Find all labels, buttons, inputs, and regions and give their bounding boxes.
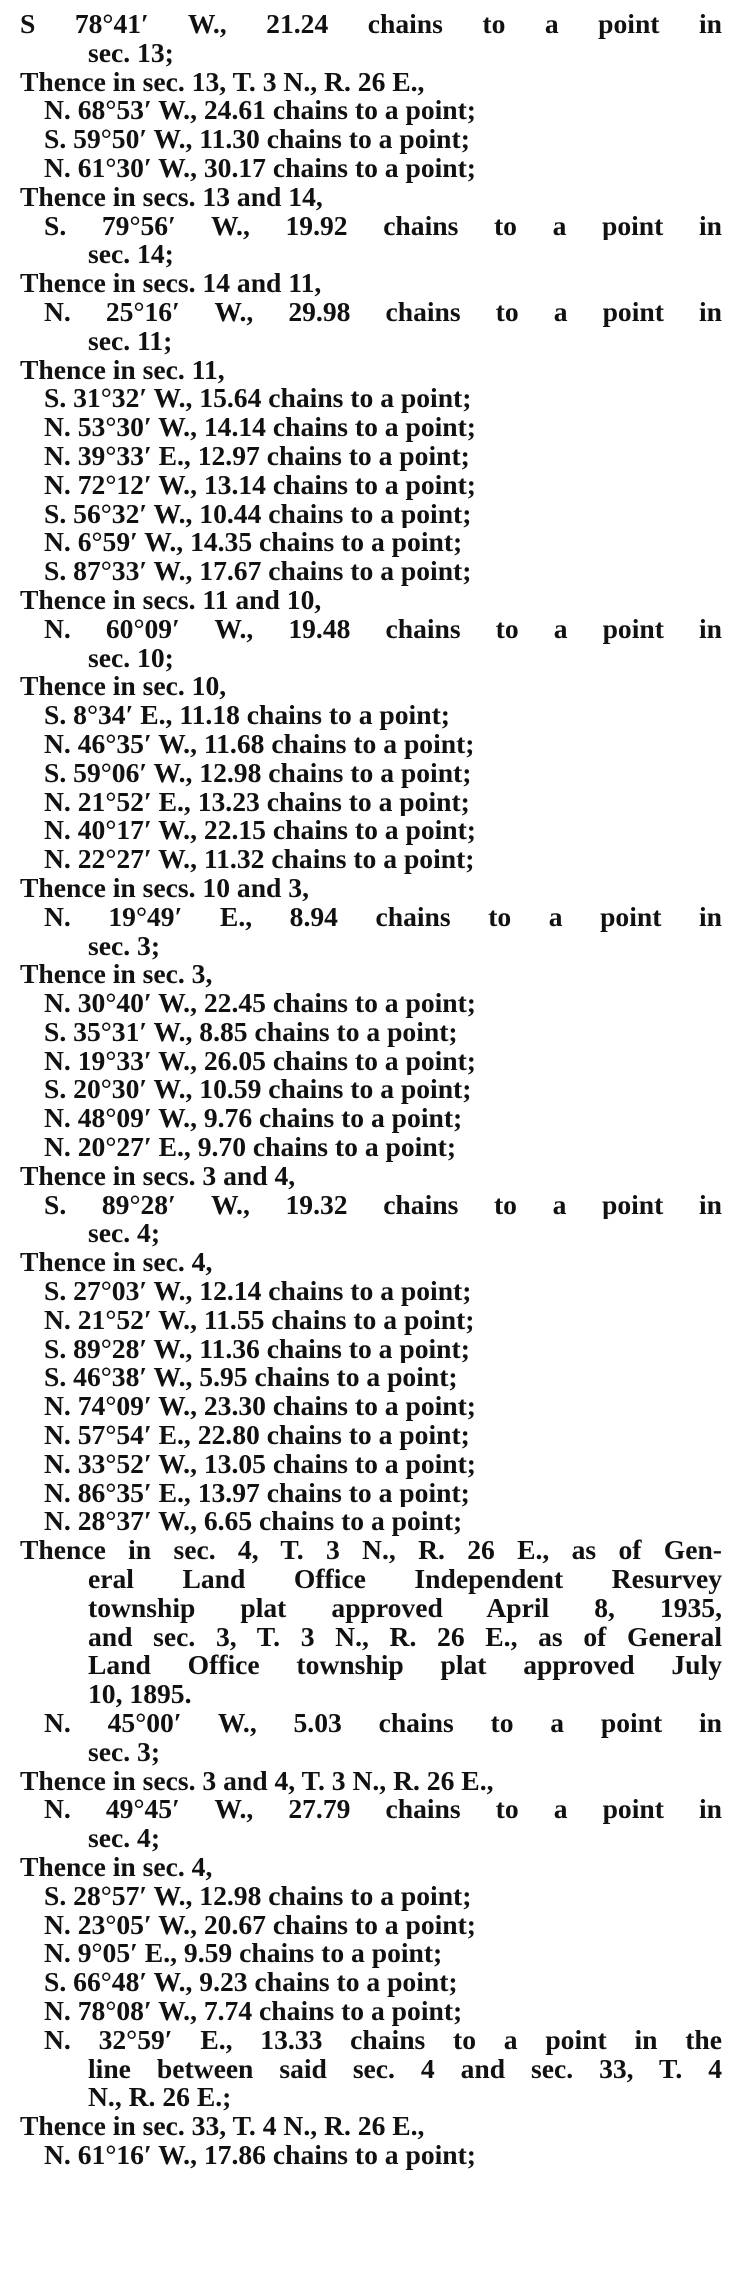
course-line: N. 60°09′ W., 19.48 chains to a point in — [44, 614, 722, 644]
course-line: N. 25°16′ W., 29.98 chains to a point in — [44, 297, 722, 327]
course-line: N. 72°12′ W., 13.14 chains to a point; — [44, 470, 477, 500]
course-line: N. 53°30′ W., 14.14 chains to a point; — [44, 413, 477, 442]
course-line: S. 56°32′ W., 10.44 chains to a point; — [44, 499, 472, 529]
course-line: N. 20°27′ E., 9.70 chains to a point; — [44, 1133, 457, 1162]
course-line: N. 68°53′ W., 24.61 chains to a point; — [44, 96, 477, 126]
continuation-line: sec. 3; — [88, 1737, 161, 1767]
course-line: N. 6°59′ W., 14.35 chains to a point; — [44, 528, 463, 558]
course-line: N. 48°09′ W., 9.76 chains to a point; — [44, 1104, 463, 1134]
continuation-line: sec. 3; — [88, 931, 161, 961]
paragraph-lead-line: Thence in secs. 13 and 14, — [20, 182, 323, 212]
course-line: S. 59°06′ W., 12.98 chains to a point; — [44, 758, 472, 788]
course-line: N. 86°35′ E., 13.97 chains to a point; — [44, 1478, 470, 1508]
course-line: N. 45°00′ W., 5.03 chains to a point in — [44, 1709, 722, 1738]
course-line: S. 59°50′ W., 11.30 chains to a point; — [44, 125, 470, 154]
continuation-line: sec. 4; — [88, 1824, 161, 1853]
course-line: N. 23°05′ W., 20.67 chains to a point; — [44, 1910, 477, 1940]
paragraph-lead-line: Thence in secs. 3 and 4, — [20, 1161, 296, 1191]
course-line: N. 57°54′ E., 22.80 chains to a point; — [44, 1421, 470, 1450]
paragraph-lead-line: Thence in secs. 10 and 3, — [20, 873, 309, 903]
course-line: N. 19°33′ W., 26.05 chains to a point; — [44, 1046, 477, 1076]
continuation-line: Land Office township plat approved July — [88, 1651, 722, 1681]
continuation-line: 10, 1895. — [88, 1680, 192, 1710]
paragraph-lead-line: Thence in sec. 4, — [20, 1248, 213, 1278]
paragraph-lead-line: Thence in sec. 33, T. 4 N., R. 26 E., — [20, 2112, 425, 2141]
continuation-line: sec. 4; — [88, 1219, 161, 1249]
course-line: N. 33°52′ W., 13.05 chains to a point; — [44, 1449, 477, 1479]
course-line: N. 30°40′ W., 22.45 chains to a point; — [44, 989, 477, 1018]
course-line: N. 78°08′ W., 7.74 chains to a point; — [44, 1996, 463, 2026]
paragraph-lead-line: Thence in sec. 13, T. 3 N., R. 26 E., — [20, 67, 425, 97]
course-line: S. 89°28′ W., 19.32 chains to a point in — [44, 1190, 722, 1220]
course-line: N. 19°49′ E., 8.94 chains to a point in — [44, 902, 722, 932]
course-line: S. 87°33′ W., 17.67 chains to a point; — [44, 557, 472, 586]
course-line: S. 31°32′ W., 15.64 chains to a point; — [44, 384, 472, 414]
course-line: S. 89°28′ W., 11.36 chains to a point; — [44, 1334, 470, 1364]
continuation-line: line between said sec. 4 and sec. 33, T. 4 — [88, 2054, 722, 2084]
course-line: N. 46°35′ W., 11.68 chains to a point; — [44, 729, 475, 759]
course-line: N. 21°52′ W., 11.55 chains to a point; — [44, 1305, 475, 1335]
course-line: N. 61°30′ W., 30.17 chains to a point; — [44, 153, 477, 183]
course-line: S. 46°38′ W., 5.95 chains to a point; — [44, 1363, 458, 1393]
course-line: S. 28°57′ W., 12.98 chains to a point; — [44, 1881, 472, 1911]
course-line: N. 74°09′ W., 23.30 chains to a point; — [44, 1392, 477, 1422]
survey-description-text — [20, 10, 722, 2170]
course-line: N. 28°37′ W., 6.65 chains to a point; — [44, 1507, 463, 1537]
course-line: N. 39°33′ E., 12.97 chains to a point; — [44, 441, 470, 471]
paragraph-lead-line: S 78°41′ W., 21.24 chains to a point in — [20, 10, 722, 39]
continuation-line: N., R. 26 E.; — [88, 2083, 232, 2113]
course-line: S. 79°56′ W., 19.92 chains to a point in — [44, 211, 722, 241]
paragraph-lead-line: Thence in sec. 11, — [20, 355, 225, 385]
paragraph-lead-line: Thence in sec. 4, T. 3 N., R. 26 E., as of Gen- — [20, 1536, 722, 1566]
course-line: N. 21°52′ E., 13.23 chains to a point; — [44, 787, 470, 817]
course-line: N. 49°45′ W., 27.79 chains to a point in — [44, 1795, 722, 1825]
course-line: N. 61°16′ W., 17.86 chains to a point; — [44, 2140, 477, 2170]
course-line: N. 9°05′ E., 9.59 chains to a point; — [44, 1939, 443, 1969]
paragraph-lead-line: Thence in secs. 3 and 4, T. 3 N., R. 26 E., — [20, 1766, 494, 1796]
course-line: S. 20°30′ W., 10.59 chains to a point; — [44, 1075, 472, 1105]
paragraph-lead-line: Thence in secs. 14 and 11, — [20, 269, 322, 298]
paragraph-lead-line: Thence in sec. 3, — [20, 960, 213, 990]
course-line: S. 27°03′ W., 12.14 chains to a point; — [44, 1277, 472, 1306]
paragraph-lead-line: Thence in sec. 10, — [20, 672, 227, 702]
paragraph-lead-line: Thence in secs. 11 and 10, — [20, 585, 322, 615]
course-line: S. 8°34′ E., 11.18 chains to a point; — [44, 701, 450, 730]
course-line: N. 40°17′ W., 22.15 chains to a point; — [44, 816, 477, 846]
continuation-line: eral Land Office Independent Resurvey — [88, 1565, 722, 1594]
course-line: S. 66°48′ W., 9.23 chains to a point; — [44, 1968, 458, 1997]
continuation-line: and sec. 3, T. 3 N., R. 26 E., as of General — [88, 1622, 722, 1652]
continuation-line: sec. 11; — [88, 326, 173, 356]
paragraph-lead-line: Thence in sec. 4, — [20, 1853, 213, 1882]
continuation-line: sec. 10; — [88, 643, 174, 673]
continuation-line: township plat approved April 8, 1935, — [88, 1593, 722, 1623]
course-line: N. 32°59′ E., 13.33 chains to a point in the — [44, 2025, 722, 2055]
course-line: S. 35°31′ W., 8.85 chains to a point; — [44, 1017, 458, 1047]
continuation-line: sec. 14; — [88, 240, 174, 270]
course-line: N. 22°27′ W., 11.32 chains to a point; — [44, 845, 475, 874]
continuation-line: sec. 13; — [88, 38, 174, 68]
